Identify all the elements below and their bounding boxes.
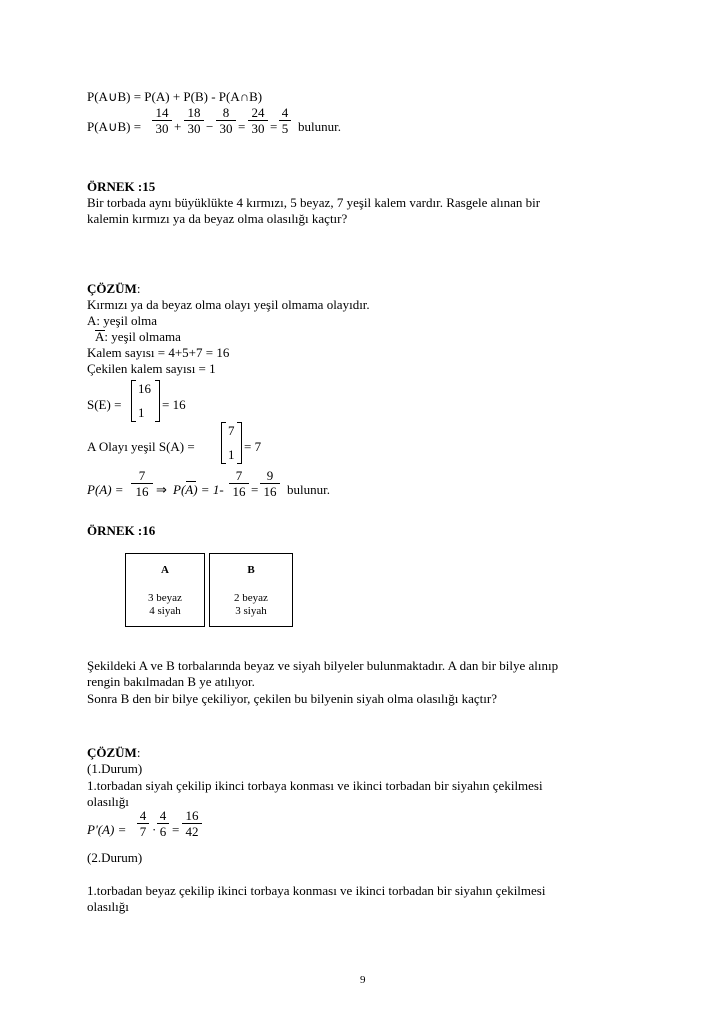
operator: = <box>251 482 259 497</box>
fraction <box>229 469 249 498</box>
case-1-label: (1.Durum) <box>87 761 143 776</box>
example-16-title: ÖRNEK :16 <box>87 523 156 538</box>
solution-line: A: yeşil olma <box>87 313 158 328</box>
combination-result: = 16 <box>162 397 186 412</box>
solution-colon: : <box>136 281 141 296</box>
page-number: 9 <box>360 974 366 986</box>
bag-b-white: 2 beyaz <box>234 592 268 604</box>
bag-a-white: 3 beyaz <box>148 592 182 604</box>
case-1-text: 1.torbadan siyah çekilip ikinci torbaya konması ve ikinci torbadan bir siyahın çekilmesi <box>87 778 543 793</box>
solution-line: Çekilen kalem sayısı = 1 <box>87 361 216 376</box>
bag-b-label: B <box>247 564 255 576</box>
fraction <box>152 106 172 135</box>
denominator: 16 <box>232 484 246 499</box>
solution-heading <box>87 281 140 297</box>
fraction <box>184 106 204 135</box>
event-a-label: A Olayı yeşil S(A) = <box>87 439 195 454</box>
denominator: 42 <box>185 824 199 839</box>
solution-title: ÇÖZÜM <box>87 281 137 296</box>
fraction <box>131 469 153 498</box>
fraction <box>248 106 268 135</box>
operator: + <box>174 119 182 134</box>
solution-line: Kalem sayısı = 4+5+7 = 16 <box>87 345 230 360</box>
combination-result: = 7 <box>244 439 262 454</box>
sample-space-label: S(E) = <box>87 397 122 412</box>
probability-label: P(A) = <box>87 482 124 497</box>
numerator: 7 <box>235 468 243 483</box>
solution-title: ÇÖZÜM <box>87 745 137 760</box>
bulunur-text: bulunur. <box>298 119 341 134</box>
case-1-probability-label: P'(A) = <box>87 822 127 837</box>
numerator: 24 <box>251 105 265 120</box>
numerator: 7 <box>138 468 146 483</box>
denominator: 5 <box>281 121 289 136</box>
implies-arrow: ⇒ <box>156 482 167 497</box>
case-1-text: olasılığı <box>87 794 129 809</box>
bag-a <box>125 553 205 627</box>
complement-probability: P(A) = 1- <box>173 482 224 497</box>
union-formula: P(A∪B) = P(A) + P(B) - P(A∩B) <box>87 89 263 104</box>
numerator: 16 <box>185 808 199 823</box>
operator: = <box>270 119 278 134</box>
operator: = <box>238 119 246 134</box>
case-2-label: (2.Durum) <box>87 850 143 865</box>
example-15-text: kalemin kırmızı ya da beyaz olma olasılığı kaçtır? <box>87 211 348 226</box>
numerator: 4 <box>139 808 147 823</box>
solution-line: A: yeşil olmama <box>95 329 181 344</box>
combination-top: 16 <box>138 381 151 396</box>
numerator: 4 <box>159 808 167 823</box>
fraction <box>137 809 149 838</box>
denominator: 30 <box>219 121 233 136</box>
numerator: 8 <box>222 105 230 120</box>
combination-bottom: 1 <box>228 447 235 462</box>
bag-a-label: A <box>161 564 169 576</box>
case-2-text: olasılığı <box>87 899 129 914</box>
denominator: 7 <box>139 824 147 839</box>
fraction <box>216 106 236 135</box>
left-bracket <box>131 380 136 422</box>
numerator: 18 <box>187 105 201 120</box>
right-bracket <box>237 422 242 464</box>
example-15-text: Bir torbada aynı büyüklükte 4 kırmızı, 5 beyaz, 7 yeşil kalem vardır. Rasgele alınan bir <box>87 195 541 210</box>
fraction <box>182 809 202 838</box>
solution-line: Kırmızı ya da beyaz olma olayı yeşil olmama olayıdır. <box>87 297 370 312</box>
combination-bottom: 1 <box>138 405 145 420</box>
bag-b <box>209 553 293 627</box>
denominator: 16 <box>263 484 277 499</box>
bag-a-black: 4 siyah <box>149 605 181 617</box>
numerator: 14 <box>155 105 169 120</box>
left-bracket <box>221 422 226 464</box>
case-2-text: 1.torbadan beyaz çekilip ikinci torbaya konması ve ikinci torbadan bir siyahın çekilmesi <box>87 883 546 898</box>
denominator: 16 <box>135 484 149 499</box>
union-calc-label: P(A∪B) = <box>87 119 142 134</box>
numerator: 4 <box>281 105 289 120</box>
fraction <box>279 106 291 135</box>
denominator: 30 <box>155 121 169 136</box>
operator: · <box>152 822 157 837</box>
example-15-title: ÖRNEK :15 <box>87 179 156 194</box>
bulunur-text: bulunur. <box>287 482 330 497</box>
solution-heading <box>87 745 140 761</box>
example-16-text: Şekildeki A ve B torbalarında beyaz ve siyah bilyeler bulunmaktadır. A dan bir bilye alınıp <box>87 658 559 673</box>
operator: − <box>206 119 214 134</box>
solution-colon: : <box>136 745 141 760</box>
denominator: 6 <box>159 824 167 839</box>
fraction <box>157 809 169 838</box>
example-16-text: Sonra B den bir bilye çekiliyor, çekilen bu bilyenin siyah olma olasılığı kaçtır? <box>87 691 497 706</box>
denominator: 30 <box>187 121 201 136</box>
denominator: 30 <box>251 121 265 136</box>
bag-b-black: 3 siyah <box>235 605 267 617</box>
example-16-text: rengin bakılmadan B ye atılıyor. <box>87 674 255 689</box>
combination-top: 7 <box>228 423 235 438</box>
numerator: 9 <box>266 468 274 483</box>
operator: = <box>172 822 180 837</box>
right-bracket <box>155 380 160 422</box>
fraction <box>260 469 280 498</box>
